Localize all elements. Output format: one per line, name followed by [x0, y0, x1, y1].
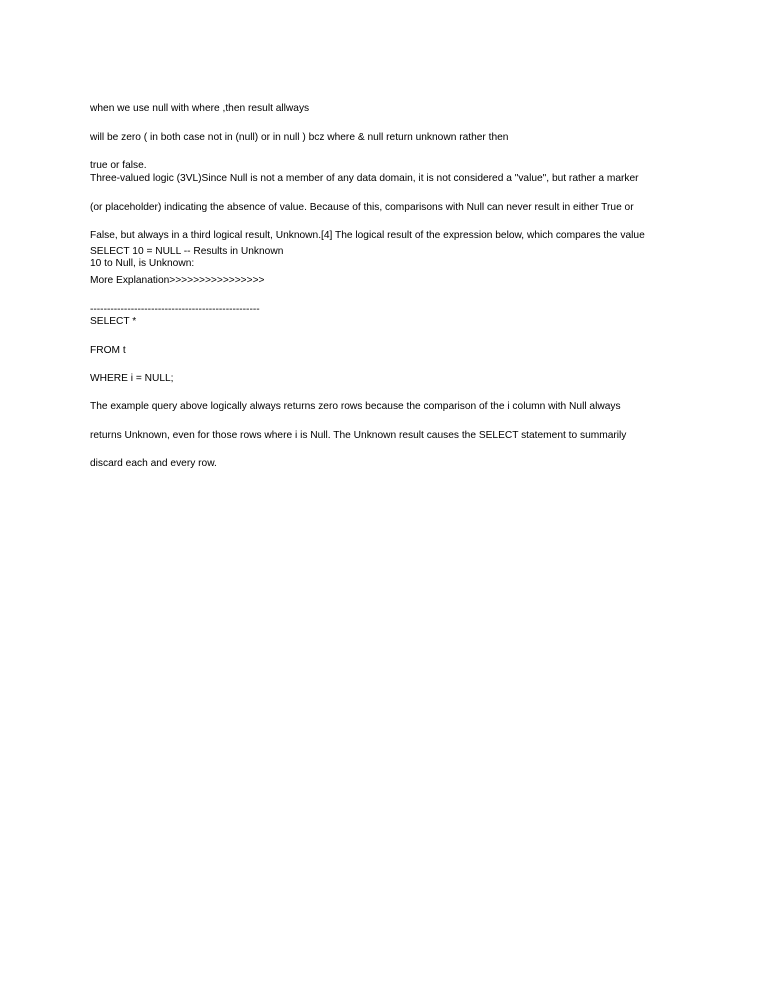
text-line: (or placeholder) indicating the absence of value. Because of this, comparisons with Null can never result in either True or [90, 201, 634, 213]
sql-line: WHERE i = NULL; [90, 373, 174, 385]
more-explanation-heading: More Explanation>>>>>>>>>>>>>>>> [90, 275, 265, 287]
text-divider: -------------------------------------------------- [90, 303, 260, 315]
text-line: discard each and every row. [90, 458, 217, 470]
paragraph-query-example [90, 301, 690, 486]
sql-example: SELECT 10 = NULL -- Results in Unknown [90, 246, 284, 258]
text-line: will be zero ( in both case not in (null) or in null ) bcz where & null return unknown rather then [90, 131, 509, 143]
text-line: when we use null with where ,then result allways [90, 103, 310, 115]
text-line: true or false. [90, 160, 147, 172]
text-line: 10 to Null, is Unknown: [90, 258, 195, 270]
sql-line: FROM t [90, 344, 126, 356]
sql-line: SELECT * [90, 316, 137, 328]
text-line: returns Unknown, even for those rows where i is Null. The Unknown result causes the SELECT statement to summarily [90, 429, 627, 441]
text-line: Three-valued logic (3VL)Since Null is not a member of any data domain, it is not considered a "value", but rather a marker [90, 173, 639, 185]
text-line: False, but always in a third logical result, Unknown.[4] The logical result of the expression below, which compares the value [90, 230, 645, 242]
text-line: The example query above logically always returns zero rows because the comparison of the i column with Null always [90, 401, 621, 413]
